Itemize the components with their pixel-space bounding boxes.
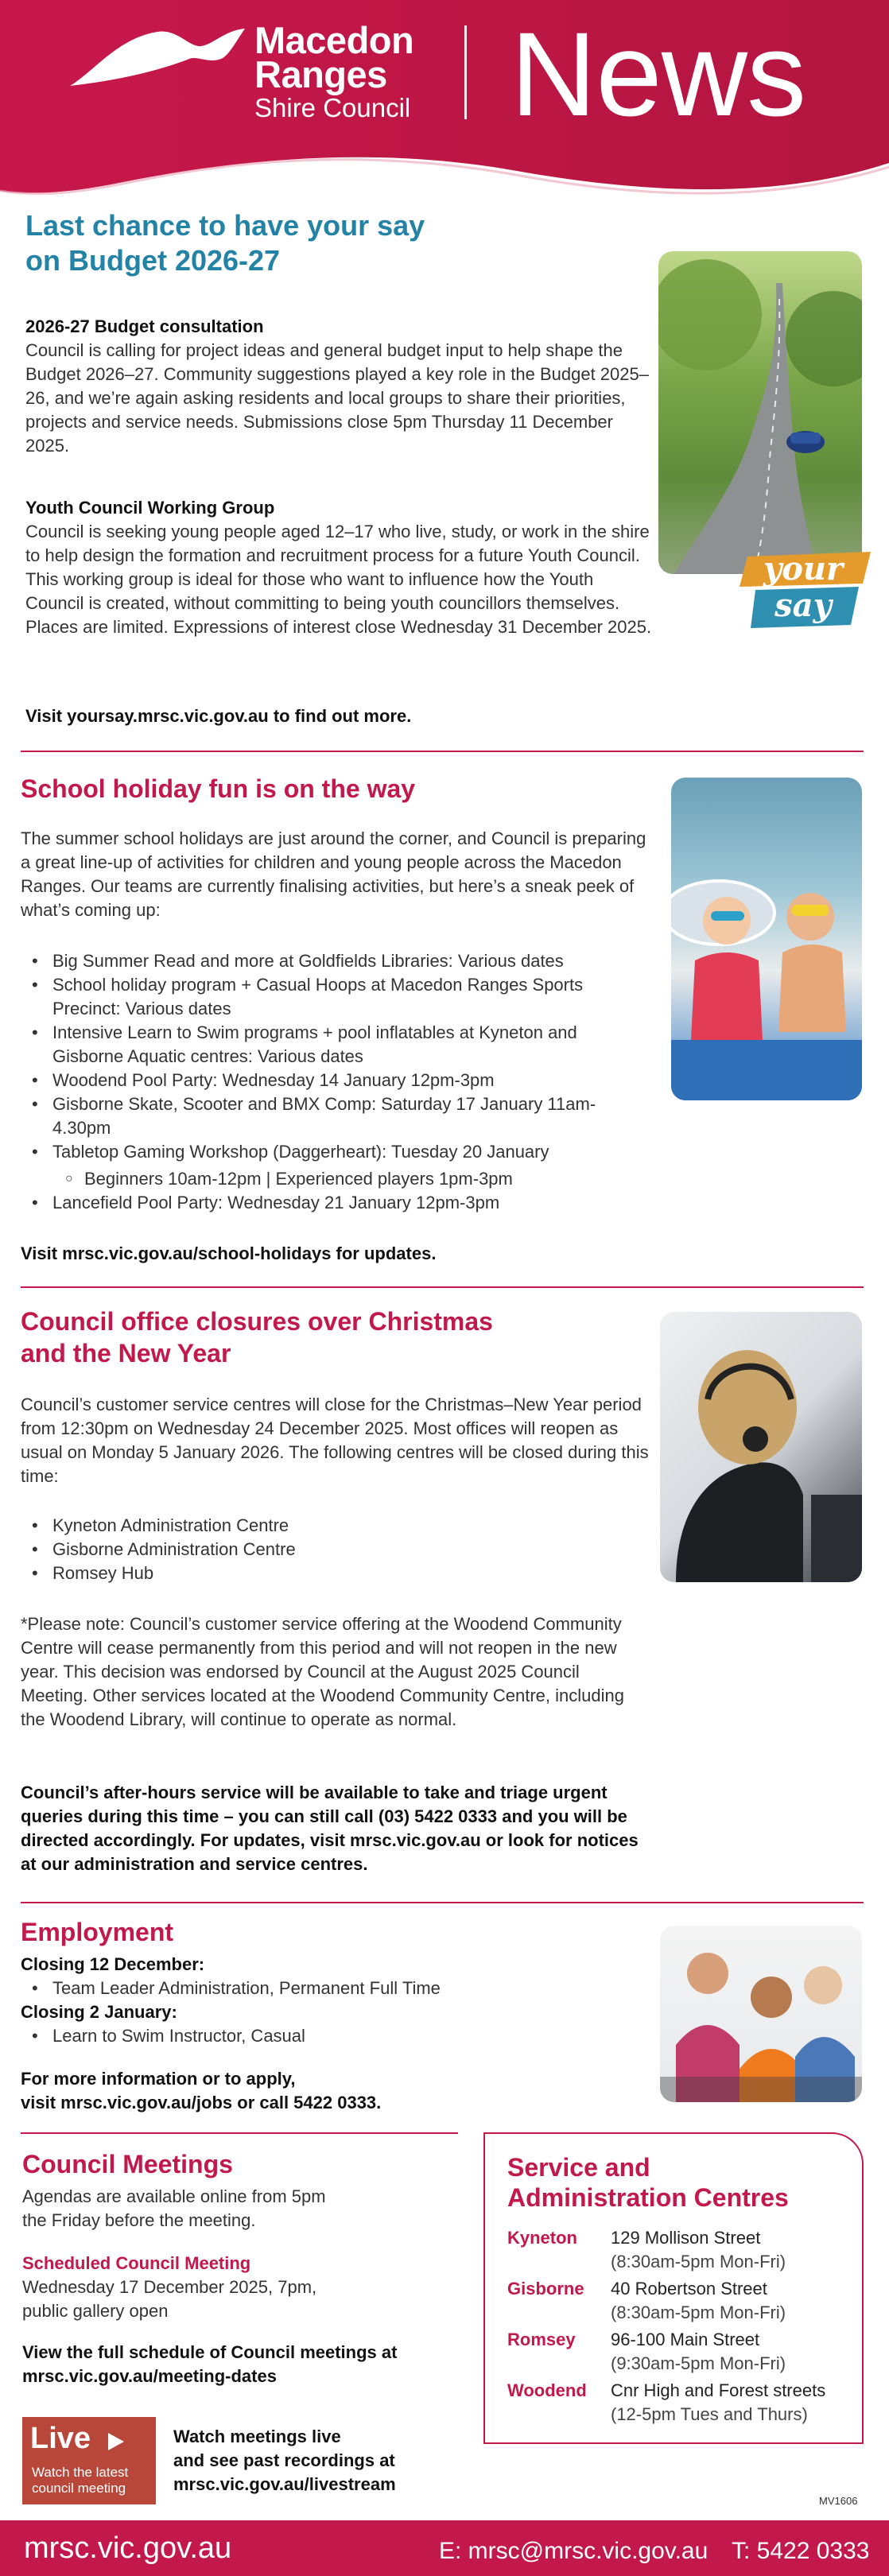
closing-date-2: Closing 2 January:	[21, 2002, 177, 2022]
budget-subheading: 2026-27 Budget consultation	[25, 316, 264, 336]
service-centres-box	[483, 2132, 864, 2444]
service-centre-row	[507, 2226, 857, 2274]
logo-text-macedon: Macedon	[254, 19, 414, 61]
livestream-link[interactable]: mrsc.vic.gov.au/livestream	[173, 2474, 396, 2494]
footer-phone[interactable]: T: 5422 0333	[732, 2538, 870, 2564]
closures-paragraph: Council’s customer service centres will close for the Christmas–New Year period from 12:30pm on Wednesday 24 December 2025. Most offices will reopen as usual on Monday 5 January 2026. The following centres will be closed during this time:	[21, 1395, 649, 1486]
centre-address: Cnr High and Forest streets	[611, 2380, 826, 2400]
logo-text-shire-council: Shire Council	[254, 93, 411, 122]
list-item: • Gisborne Skate, Scooter and BMX Comp: Saturday 17 January 11am-4.30pm	[21, 1092, 649, 1140]
list-item: ○ Beginners 10am-12pm | Experienced players 1pm-3pm	[21, 1167, 649, 1191]
livestream-tile[interactable]	[22, 2417, 156, 2504]
job-listing[interactable]: • Team Leader Administration, Permanent Full Time	[21, 1977, 649, 2000]
closures-heading-line2: and the New Year	[21, 1339, 231, 1368]
service-centre-row	[507, 2379, 857, 2427]
meetings-heading: Council Meetings	[22, 2150, 233, 2178]
your-say-text-your: your	[763, 550, 844, 588]
closures-heading-line1: Council office closures over Christmas	[21, 1307, 493, 1336]
youth-council-paragraph: Council is seeking young people aged 12–17 who live, study, or work in the shire to help design the formation and recruitment process for a future Youth Council. This working group is ideal for those who want to influence how the Youth Council is created, without committing to being youth councillors themselves. Places are limited. Expressions of interest close Wednesday 31 December 2025.	[25, 522, 652, 637]
budget-paragraph: Council is calling for project ideas and general budget input to help shape the Budget 2026–27. Community suggestions played a key role in the Budget 2025–26, and we’re again asking residents and local groups to share their priorities, projects and service needs. Submissions close 5pm Thursday 11 December 2025.	[25, 340, 649, 456]
your-say-badge	[732, 549, 875, 636]
closing-date-1: Closing 12 December:	[21, 1954, 205, 1974]
section-divider	[21, 1902, 864, 1903]
section-divider	[21, 751, 864, 752]
your-say-text-say: say	[774, 587, 832, 624]
list-item: • Intensive Learn to Swim programs + pool inflatables at Kyneton and Gisborne Aquatic centres: Various dates	[21, 1021, 649, 1069]
logo-divider	[464, 25, 467, 119]
closed-centres-list	[21, 1514, 649, 1585]
employment-cta-link[interactable]: visit mrsc.vic.gov.au/jobs or call 5422 0333.	[21, 2093, 382, 2112]
service-centre-row	[507, 2328, 857, 2376]
centre-town: Romsey	[507, 2330, 576, 2349]
footer-website-link[interactable]: mrsc.vic.gov.au	[24, 2531, 232, 2565]
budget-cta-link[interactable]: Visit yoursay.mrsc.vic.gov.au to find out more.	[25, 706, 412, 726]
list-item: • Romsey Hub	[21, 1562, 649, 1585]
section-divider	[21, 1286, 864, 1288]
live-label: Live	[30, 2422, 91, 2455]
job-listing[interactable]: • Learn to Swim Instructor, Casual	[21, 2024, 649, 2048]
schedule-line1: View the full schedule of Council meetings at	[22, 2342, 398, 2362]
after-hours-notice: Council’s after-hours service will be available to take and triage urgent queries during this time – you can still call (03) 5422 0333 and you will be directed accordingly. For updates, visit mrsc.vic.gov.au or look for notices at our administration and service centres.	[21, 1783, 639, 1874]
centre-hours: (8:30am-5pm Mon-Fri)	[611, 2252, 786, 2271]
job-list-2	[21, 2024, 649, 2048]
list-item: • Big Summer Read and more at Goldfields Libraries: Various dates	[21, 949, 649, 973]
centre-town: Kyneton	[507, 2228, 577, 2248]
centre-address: 129 Mollison Street	[611, 2228, 761, 2248]
footer-email-link[interactable]: E: mrsc@mrsc.vic.gov.au	[439, 2538, 708, 2564]
page-title: News	[510, 7, 806, 141]
centre-hours: (12-5pm Tues and Thurs)	[611, 2404, 808, 2424]
list-item: • Tabletop Gaming Workshop (Daggerheart): Tuesday 20 January	[21, 1140, 649, 1164]
service-heading-line2: Administration Centres	[507, 2183, 789, 2212]
masthead	[0, 0, 889, 239]
budget-section	[25, 208, 646, 278]
centre-hours: (9:30am-5pm Mon-Fri)	[611, 2353, 786, 2373]
country-road-photo	[658, 251, 862, 574]
live-sub-line2: council meeting	[32, 2481, 126, 2496]
play-icon	[105, 2431, 126, 2452]
children-pool-photo	[671, 778, 862, 1100]
scheduled-meeting-line1: Wednesday 17 December 2025, 7pm,	[22, 2277, 317, 2297]
list-item: • School holiday program + Casual Hoops at Macedon Ranges Sports Precinct: Various dates	[21, 973, 649, 1021]
document-code: MV1606	[819, 2495, 858, 2507]
logo-text-ranges: Ranges	[254, 53, 387, 95]
list-item: • Gisborne Administration Centre	[21, 1538, 649, 1562]
youth-council-subheading: Youth Council Working Group	[25, 498, 275, 518]
centre-town: Woodend	[507, 2380, 587, 2400]
list-item: • Lancefield Pool Party: Wednesday 21 January 12pm-3pm	[21, 1191, 649, 1215]
employment-heading: Employment	[21, 1918, 174, 1946]
live-cta-line1: Watch meetings live	[173, 2427, 341, 2446]
woodend-note: *Please note: Council’s customer service offering at the Woodend Community Centre will cease permanently from this period and will not reopen in the new year. This decision was endorsed by Council at the August 2025 Council Meeting. Other services located at the Woodend Community Centre, including the Woodend Library, will continue to operate as normal.	[21, 1614, 624, 1729]
holiday-activity-list	[21, 949, 649, 1164]
employment-cta-line1: For more information or to apply,	[21, 2069, 296, 2089]
meeting-dates-link[interactable]: mrsc.vic.gov.au/meeting-dates	[22, 2366, 277, 2386]
holiday-paragraph: The summer school holidays are just around the corner, and Council is preparing a great line-up of activities for children and young people across the Macedon Ranges. Our teams are currently finalising activities, but here’s a sneak peek of what’s coming up:	[21, 828, 646, 920]
scheduled-meeting-line2: public gallery open	[22, 2301, 169, 2321]
meetings-divider	[21, 2132, 458, 2134]
customer-service-photo	[660, 1312, 862, 1582]
meetings-para-line2: the Friday before the meeting.	[22, 2210, 256, 2230]
budget-heading-line2: on Budget 2026-27	[25, 244, 281, 277]
centre-town: Gisborne	[507, 2279, 584, 2299]
live-cta-line2: and see past recordings at	[173, 2450, 395, 2470]
centre-hours: (8:30am-5pm Mon-Fri)	[611, 2302, 786, 2322]
list-item: • Woodend Pool Party: Wednesday 14 January 12pm-3pm	[21, 1069, 649, 1092]
mountain-logo-icon	[70, 24, 245, 87]
team-meeting-photo	[660, 1926, 862, 2102]
centre-address: 96-100 Main Street	[611, 2330, 760, 2349]
job-list-1	[21, 1977, 649, 2000]
service-centre-row	[507, 2277, 857, 2325]
scheduled-meeting-label: Scheduled Council Meeting	[22, 2253, 251, 2273]
holiday-heading: School holiday fun is on the way	[21, 774, 416, 803]
live-sub-line1: Watch the latest	[32, 2465, 129, 2480]
holiday-cta-link[interactable]: Visit mrsc.vic.gov.au/school-holidays for updates.	[21, 1243, 437, 1263]
budget-heading-line1: Last chance to have your say	[25, 209, 425, 242]
meetings-para-line1: Agendas are available online from 5pm	[22, 2186, 326, 2206]
list-item: • Kyneton Administration Centre	[21, 1514, 649, 1538]
footer-bar	[0, 2520, 889, 2576]
service-heading-line1: Service and	[507, 2153, 650, 2182]
holiday-sub-list	[21, 1167, 649, 1191]
centre-address: 40 Robertson Street	[611, 2279, 767, 2299]
holiday-activity-list-end	[21, 1191, 649, 1215]
